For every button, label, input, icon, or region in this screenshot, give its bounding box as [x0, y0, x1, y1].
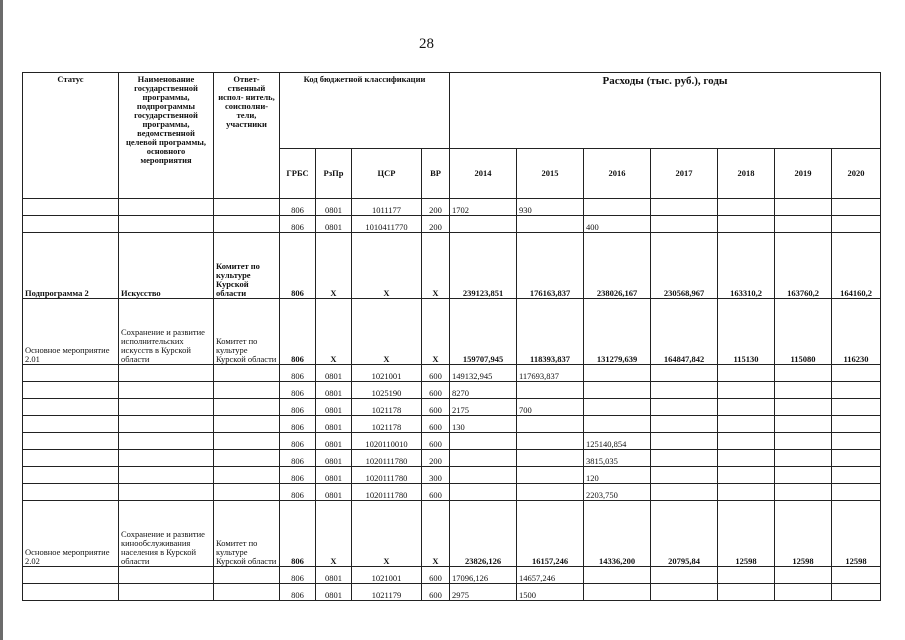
cell-value-2017	[651, 416, 718, 433]
cell-value-2015	[517, 484, 584, 501]
cell-value-2015: 16157,246	[517, 501, 584, 567]
cell-vr: 600	[422, 567, 450, 584]
cell-name	[119, 416, 214, 433]
cell-value-2017	[651, 382, 718, 399]
page-edge-rule	[0, 0, 3, 640]
cell-value-2015: 117693,837	[517, 365, 584, 382]
cell-vr: 600	[422, 382, 450, 399]
cell-vr: 600	[422, 433, 450, 450]
cell-name: Сохранение и развитие кинообслуживания населения в Курской области	[119, 501, 214, 567]
cell-value-2014: 17096,126	[450, 567, 517, 584]
cell-rzpr: 0801	[316, 199, 352, 216]
cell-executor	[214, 382, 280, 399]
cell-value-2015	[517, 450, 584, 467]
cell-vr: 600	[422, 484, 450, 501]
cell-value-2018	[718, 416, 775, 433]
cell-executor	[214, 399, 280, 416]
cell-value-2016: 2203,750	[584, 484, 651, 501]
cell-value-2017	[651, 216, 718, 233]
cell-status	[23, 365, 119, 382]
header-year-0: 2014	[450, 149, 517, 199]
cell-value-2020	[832, 382, 881, 399]
cell-value-2020: 164160,2	[832, 233, 881, 299]
cell-value-2016	[584, 399, 651, 416]
cell-status	[23, 567, 119, 584]
cell-value-2019	[775, 584, 832, 601]
table-row	[23, 584, 881, 601]
cell-value-2018	[718, 567, 775, 584]
cell-value-2014: 239123,851	[450, 233, 517, 299]
cell-csr: Х	[352, 299, 422, 365]
cell-vr: Х	[422, 501, 450, 567]
cell-status: Подпрограмма 2	[23, 233, 119, 299]
cell-executor	[214, 467, 280, 484]
header-code-1: РзПр	[316, 149, 352, 199]
cell-value-2016	[584, 584, 651, 601]
cell-status	[23, 216, 119, 233]
cell-value-2015: 118393,837	[517, 299, 584, 365]
cell-status	[23, 484, 119, 501]
header-year-5: 2019	[775, 149, 832, 199]
cell-value-2018: 163310,2	[718, 233, 775, 299]
cell-value-2014: 8270	[450, 382, 517, 399]
cell-value-2019	[775, 450, 832, 467]
cell-name	[119, 216, 214, 233]
table-row	[23, 433, 881, 450]
cell-value-2016	[584, 416, 651, 433]
cell-value-2015: 14657,246	[517, 567, 584, 584]
cell-rzpr: 0801	[316, 365, 352, 382]
cell-rzpr: 0801	[316, 399, 352, 416]
cell-value-2018	[718, 467, 775, 484]
cell-vr: 600	[422, 584, 450, 601]
cell-value-2018	[718, 433, 775, 450]
cell-status: Основное мероприятие 2.01	[23, 299, 119, 365]
cell-value-2017	[651, 484, 718, 501]
cell-value-2016: 238026,167	[584, 233, 651, 299]
cell-value-2014: 149132,945	[450, 365, 517, 382]
cell-value-2019: 12598	[775, 501, 832, 567]
cell-vr: Х	[422, 299, 450, 365]
table-row	[23, 501, 881, 567]
cell-rzpr: 0801	[316, 484, 352, 501]
cell-csr: Х	[352, 233, 422, 299]
table-row	[23, 567, 881, 584]
cell-grbs: 806	[280, 467, 316, 484]
cell-grbs: 806	[280, 484, 316, 501]
cell-rzpr: Х	[316, 299, 352, 365]
cell-csr: 1021179	[352, 584, 422, 601]
cell-value-2016: 14336,200	[584, 501, 651, 567]
cell-value-2014: 2175	[450, 399, 517, 416]
table-row	[23, 365, 881, 382]
cell-value-2020	[832, 199, 881, 216]
cell-executor	[214, 365, 280, 382]
cell-executor	[214, 216, 280, 233]
cell-csr: 1011177	[352, 199, 422, 216]
cell-value-2019	[775, 433, 832, 450]
cell-grbs: 806	[280, 216, 316, 233]
cell-status	[23, 433, 119, 450]
cell-value-2014: 130	[450, 416, 517, 433]
table-row	[23, 199, 881, 216]
cell-status	[23, 416, 119, 433]
cell-value-2019	[775, 484, 832, 501]
cell-grbs: 806	[280, 399, 316, 416]
cell-value-2014	[450, 467, 517, 484]
cell-value-2017: 230568,967	[651, 233, 718, 299]
cell-grbs: 806	[280, 433, 316, 450]
cell-value-2015	[517, 216, 584, 233]
cell-name	[119, 365, 214, 382]
cell-value-2018: 12598	[718, 501, 775, 567]
cell-grbs: 806	[280, 233, 316, 299]
cell-value-2015: 930	[517, 199, 584, 216]
cell-value-2017: 164847,842	[651, 299, 718, 365]
cell-vr: 600	[422, 365, 450, 382]
cell-status	[23, 450, 119, 467]
cell-value-2015	[517, 416, 584, 433]
cell-name	[119, 584, 214, 601]
budget-table	[22, 72, 881, 601]
cell-value-2018	[718, 399, 775, 416]
cell-value-2014: 23826,126	[450, 501, 517, 567]
cell-value-2014: 159707,945	[450, 299, 517, 365]
cell-value-2015	[517, 433, 584, 450]
header-year-3: 2017	[651, 149, 718, 199]
header-status: Статус	[23, 73, 119, 199]
cell-csr: 1010411770	[352, 216, 422, 233]
cell-rzpr: 0801	[316, 382, 352, 399]
cell-value-2014	[450, 216, 517, 233]
cell-name: Сохранение и развитие исполнительских искусств в Курской области	[119, 299, 214, 365]
cell-value-2019	[775, 416, 832, 433]
cell-value-2016: 131279,639	[584, 299, 651, 365]
cell-vr: 600	[422, 399, 450, 416]
cell-value-2017	[651, 199, 718, 216]
header-budget-code: Код бюджетной классификации	[280, 73, 450, 149]
cell-value-2014: 2975	[450, 584, 517, 601]
cell-value-2020	[832, 216, 881, 233]
cell-executor	[214, 450, 280, 467]
cell-name: Искусство	[119, 233, 214, 299]
header-year-1: 2015	[517, 149, 584, 199]
cell-value-2020: 116230	[832, 299, 881, 365]
cell-value-2020	[832, 567, 881, 584]
cell-rzpr: Х	[316, 501, 352, 567]
cell-grbs: 806	[280, 382, 316, 399]
cell-vr: 600	[422, 416, 450, 433]
cell-value-2019	[775, 382, 832, 399]
cell-vr: 200	[422, 216, 450, 233]
cell-value-2017: 20795,84	[651, 501, 718, 567]
cell-executor	[214, 433, 280, 450]
header-year-2: 2016	[584, 149, 651, 199]
cell-vr: 200	[422, 199, 450, 216]
page-number: 28	[419, 36, 434, 52]
cell-value-2018	[718, 216, 775, 233]
cell-value-2017	[651, 567, 718, 584]
table-row	[23, 299, 881, 365]
cell-name	[119, 567, 214, 584]
cell-grbs: 806	[280, 365, 316, 382]
cell-value-2016: 125140,854	[584, 433, 651, 450]
cell-value-2020	[832, 365, 881, 382]
cell-rzpr: 0801	[316, 416, 352, 433]
cell-csr: 1021001	[352, 365, 422, 382]
cell-value-2020	[832, 433, 881, 450]
cell-value-2019	[775, 216, 832, 233]
cell-grbs: 806	[280, 450, 316, 467]
cell-value-2014: 1702	[450, 199, 517, 216]
cell-executor	[214, 199, 280, 216]
table-row	[23, 484, 881, 501]
header-executor: Ответ- ственный испол- нитель, соисполни- тели, участники	[214, 73, 280, 199]
cell-value-2016	[584, 382, 651, 399]
cell-executor	[214, 584, 280, 601]
cell-status	[23, 382, 119, 399]
cell-value-2018	[718, 199, 775, 216]
cell-csr: 1020111780	[352, 467, 422, 484]
cell-name	[119, 433, 214, 450]
header-code-3: ВР	[422, 149, 450, 199]
cell-value-2018	[718, 450, 775, 467]
cell-value-2016	[584, 365, 651, 382]
cell-value-2014	[450, 484, 517, 501]
cell-grbs: 806	[280, 567, 316, 584]
cell-value-2019	[775, 567, 832, 584]
cell-csr: 1021178	[352, 416, 422, 433]
table-row	[23, 233, 881, 299]
cell-value-2017	[651, 467, 718, 484]
cell-value-2017	[651, 365, 718, 382]
cell-value-2016	[584, 567, 651, 584]
cell-grbs: 806	[280, 416, 316, 433]
header-year-6: 2020	[832, 149, 881, 199]
cell-rzpr: 0801	[316, 433, 352, 450]
cell-name	[119, 199, 214, 216]
cell-value-2016	[584, 199, 651, 216]
cell-csr: 1021178	[352, 399, 422, 416]
cell-value-2015: 700	[517, 399, 584, 416]
cell-status: Основное мероприятие 2.02	[23, 501, 119, 567]
cell-name	[119, 467, 214, 484]
table-row	[23, 416, 881, 433]
cell-value-2014	[450, 433, 517, 450]
header-code-2: ЦСР	[352, 149, 422, 199]
cell-value-2018	[718, 365, 775, 382]
cell-value-2017	[651, 450, 718, 467]
cell-rzpr: 0801	[316, 216, 352, 233]
cell-value-2019	[775, 365, 832, 382]
cell-vr: Х	[422, 233, 450, 299]
header-name: Наименование государственной программы, подпрограммы государственной программы, ведомственной целевой программы, основного мероприятия	[119, 73, 214, 199]
cell-csr: Х	[352, 501, 422, 567]
cell-executor	[214, 484, 280, 501]
cell-value-2018: 115130	[718, 299, 775, 365]
cell-value-2019: 115080	[775, 299, 832, 365]
cell-executor: Комитет по культуре Курской области	[214, 233, 280, 299]
cell-value-2017	[651, 433, 718, 450]
cell-grbs: 806	[280, 299, 316, 365]
cell-value-2020	[832, 484, 881, 501]
table-row	[23, 382, 881, 399]
header-code-0: ГРБС	[280, 149, 316, 199]
cell-value-2014	[450, 450, 517, 467]
cell-rzpr: Х	[316, 233, 352, 299]
cell-value-2020	[832, 416, 881, 433]
table-row	[23, 467, 881, 484]
cell-value-2019	[775, 199, 832, 216]
cell-grbs: 806	[280, 584, 316, 601]
header-row-top	[23, 73, 881, 149]
cell-name	[119, 450, 214, 467]
cell-name	[119, 484, 214, 501]
table-row	[23, 450, 881, 467]
cell-value-2020: 12598	[832, 501, 881, 567]
cell-vr: 300	[422, 467, 450, 484]
header-spending: Расходы (тыс. руб.), годы	[450, 73, 881, 149]
cell-value-2020	[832, 399, 881, 416]
cell-value-2018	[718, 382, 775, 399]
cell-grbs: 806	[280, 501, 316, 567]
cell-executor: Комитет по культуре Курской области	[214, 299, 280, 365]
cell-csr: 1020110010	[352, 433, 422, 450]
cell-csr: 1021001	[352, 567, 422, 584]
cell-status	[23, 584, 119, 601]
cell-executor	[214, 567, 280, 584]
cell-name	[119, 382, 214, 399]
cell-value-2015: 176163,837	[517, 233, 584, 299]
cell-rzpr: 0801	[316, 567, 352, 584]
header-year-4: 2018	[718, 149, 775, 199]
cell-value-2015: 1500	[517, 584, 584, 601]
table-row	[23, 399, 881, 416]
cell-value-2016: 120	[584, 467, 651, 484]
cell-vr: 200	[422, 450, 450, 467]
cell-value-2016: 3815,035	[584, 450, 651, 467]
cell-value-2017	[651, 399, 718, 416]
cell-csr: 1020111780	[352, 484, 422, 501]
cell-status	[23, 199, 119, 216]
cell-status	[23, 399, 119, 416]
cell-value-2019	[775, 467, 832, 484]
cell-executor	[214, 416, 280, 433]
cell-executor: Комитет по культуре Курской области	[214, 501, 280, 567]
cell-status	[23, 467, 119, 484]
cell-value-2020	[832, 450, 881, 467]
cell-value-2018	[718, 484, 775, 501]
cell-value-2016: 400	[584, 216, 651, 233]
cell-value-2020	[832, 467, 881, 484]
cell-value-2019	[775, 399, 832, 416]
cell-rzpr: 0801	[316, 584, 352, 601]
cell-grbs: 806	[280, 199, 316, 216]
cell-name	[119, 399, 214, 416]
cell-value-2018	[718, 584, 775, 601]
cell-value-2017	[651, 584, 718, 601]
table-row	[23, 216, 881, 233]
cell-value-2015	[517, 467, 584, 484]
cell-value-2020	[832, 584, 881, 601]
cell-csr: 1020111780	[352, 450, 422, 467]
cell-rzpr: 0801	[316, 450, 352, 467]
cell-value-2015	[517, 382, 584, 399]
cell-rzpr: 0801	[316, 467, 352, 484]
cell-csr: 1025190	[352, 382, 422, 399]
cell-value-2019: 163760,2	[775, 233, 832, 299]
